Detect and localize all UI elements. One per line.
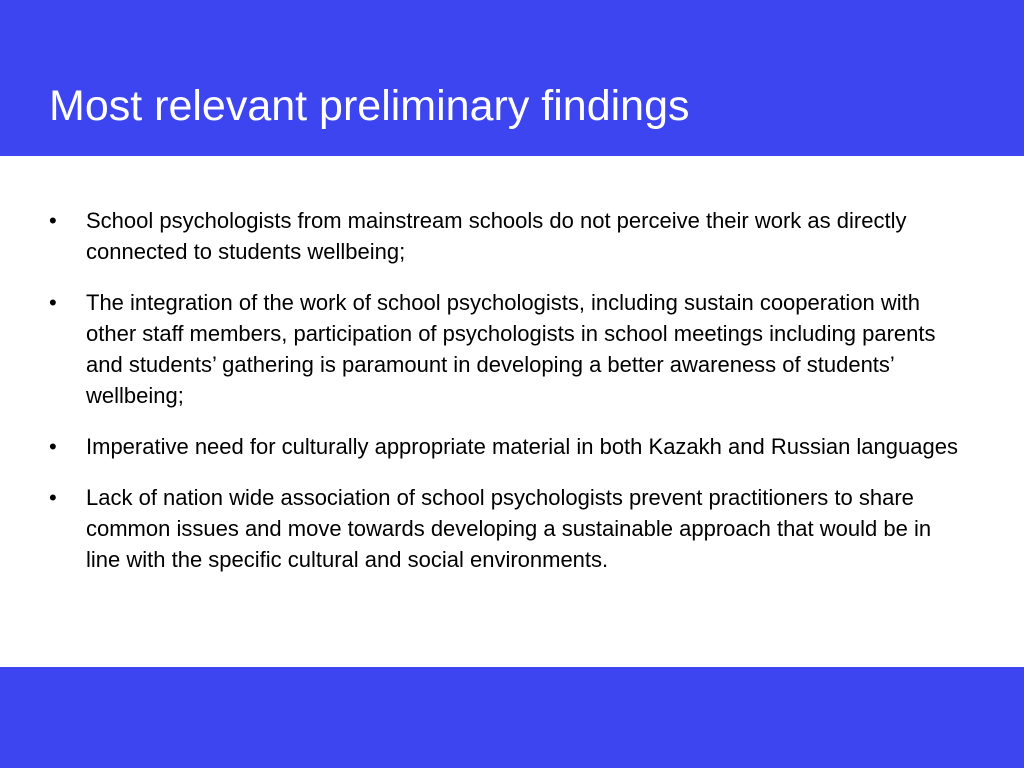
bullet-dot-icon: • xyxy=(49,434,57,459)
slide-title: Most relevant preliminary findings xyxy=(49,82,690,130)
bullet-item xyxy=(0,205,1024,267)
bullet-text: School psychologists from mainstream schools do not perceive their work as directly connected to students wellbeing; xyxy=(86,208,907,264)
footer-band xyxy=(0,667,1024,768)
bullet-text: Imperative need for culturally appropriate material in both Kazakh and Russian languages xyxy=(86,434,958,459)
bullet-item xyxy=(0,482,1024,575)
title-band xyxy=(0,0,1024,156)
bullet-item xyxy=(0,431,1024,462)
bullet-list xyxy=(0,205,1024,595)
bullet-text: The integration of the work of school psychologists, including sustain cooperation with other staff members, participation of psychologists in school meetings including parents and students’ gathering is paramount in developing a better awareness of students’ wellbeing; xyxy=(86,290,936,408)
bullet-item xyxy=(0,287,1024,411)
bullet-dot-icon: • xyxy=(49,485,57,510)
bullet-dot-icon: • xyxy=(49,208,57,233)
bullet-dot-icon: • xyxy=(49,290,57,315)
bullet-text: Lack of nation wide association of school psychologists prevent practitioners to share common issues and move towards developing a sustainable approach that would be in line with the specific cultural and social environments. xyxy=(86,485,932,572)
